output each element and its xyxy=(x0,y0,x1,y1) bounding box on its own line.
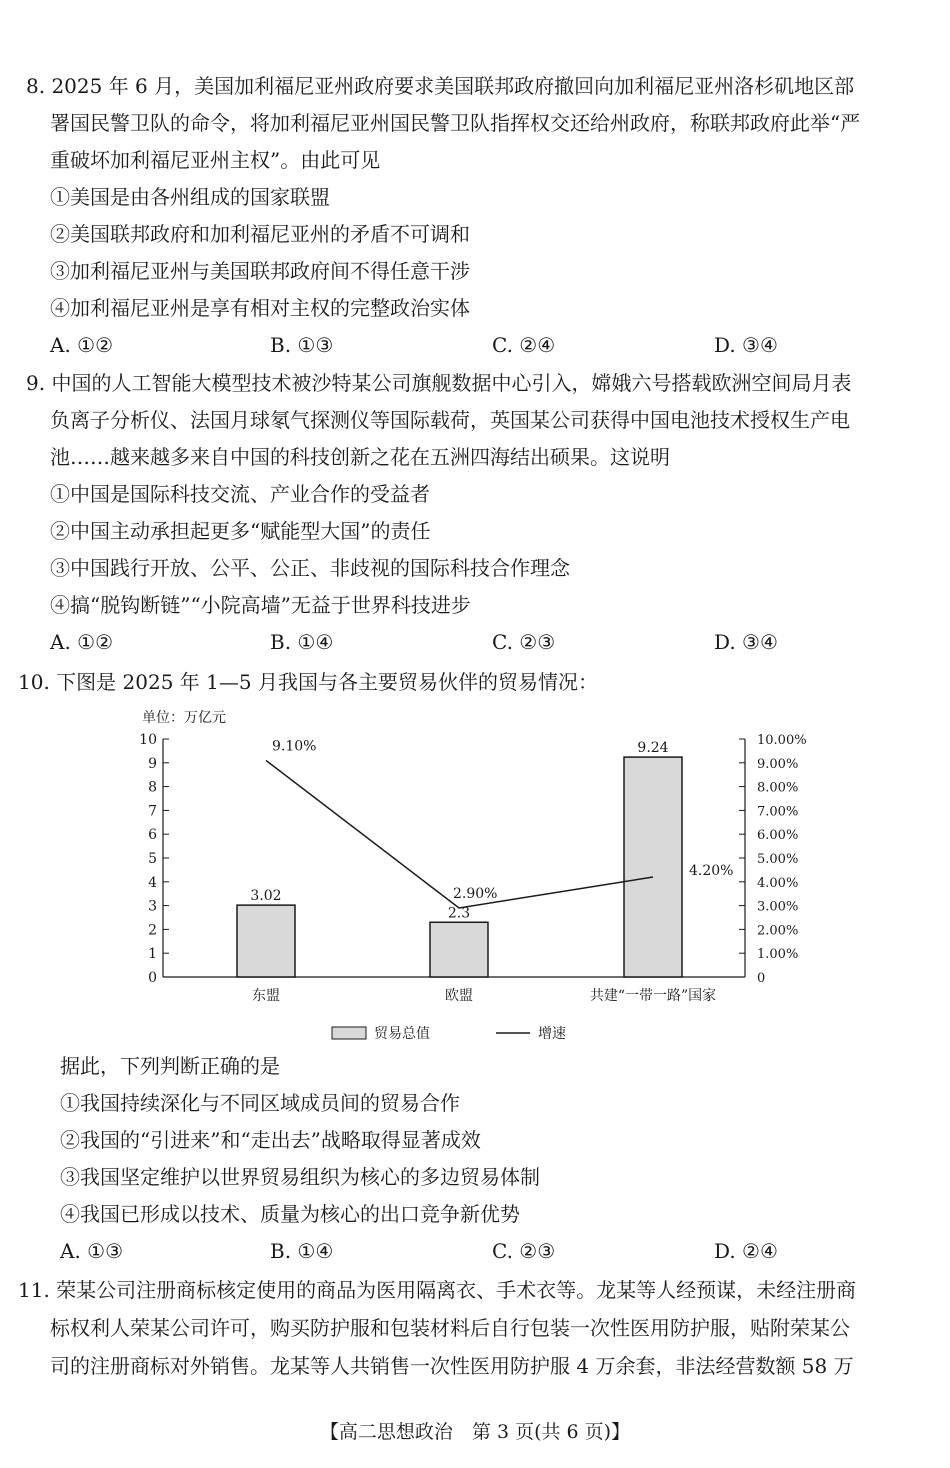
rate-value-label: 2.90% xyxy=(453,885,498,902)
legend-label-line: 增速 xyxy=(538,1026,566,1042)
question-9-line-3: 池……越来越多来自中国的科技创新之花在五洲四海结出硕果。这说明 xyxy=(50,445,670,469)
question-9-item-3: ③中国践行开放、公平、公正、非歧视的国际科技合作理念 xyxy=(50,556,570,580)
right-tick-label: 9.00% xyxy=(757,756,799,772)
right-tick-label: 7.00% xyxy=(757,804,799,820)
left-tick-label: 2 xyxy=(148,922,157,939)
question-8-item-3: ③加利福尼亚州与美国联邦政府间不得任意干涉 xyxy=(50,259,470,283)
left-tick-label: 3 xyxy=(148,898,157,915)
right-tick-label: 1.00% xyxy=(757,947,799,963)
left-tick-label: 1 xyxy=(148,946,157,963)
category-label: 共建“一带一路”国家 xyxy=(589,988,717,1004)
left-tick-label: 5 xyxy=(148,851,157,867)
question-8-option-a: A. ①② xyxy=(50,333,114,357)
left-tick-label: 0 xyxy=(148,970,157,986)
bar-value-label: 2.3 xyxy=(447,905,471,922)
left-tick-label: 4 xyxy=(148,874,157,891)
question-10-item-3: ③我国坚定维护以世界贸易组织为核心的多边贸易体制 xyxy=(60,1165,540,1189)
page-footer: 【高二思想政治 第 3 页(共 6 页)】 xyxy=(319,1421,631,1443)
bar-1 xyxy=(237,905,295,977)
right-tick-label: 3.00% xyxy=(757,899,799,915)
right-tick-label: 2.00% xyxy=(757,923,799,939)
question-8-line-1: 8. 2025 年 6 月，美国加利福尼亚州政府要求美国联邦政府撤回向加利福尼亚州洛杉矶地区部 xyxy=(26,74,855,98)
right-tick-label: 8.00% xyxy=(757,780,799,796)
question-9-line-2: 负离子分析仪、法国月球氡气探测仪等国际载荷，英国某公司获得中国电池技术授权生产电 xyxy=(50,408,850,432)
category-label: 东盟 xyxy=(252,988,280,1004)
legend-label-bar: 贸易总值 xyxy=(374,1026,430,1042)
bar-value-label: 9.24 xyxy=(637,740,669,757)
question-8-item-2: ②美国联邦政府和加利福尼亚州的矛盾不可调和 xyxy=(50,222,470,246)
question-10-option-d: D. ②④ xyxy=(714,1239,778,1263)
bar-3 xyxy=(624,757,682,977)
question-8-line-2: 署国民警卫队的命令，将加利福尼亚州国民警卫队指挥权交还给州政府，称联邦政府此举“严 xyxy=(50,111,861,135)
question-9-option-c: C. ②③ xyxy=(492,630,556,654)
left-tick-label: 6 xyxy=(148,827,157,844)
question-10-item-4: ④我国已形成以技术、质量为核心的出口竞争新优势 xyxy=(60,1202,520,1226)
right-tick-label: 0 xyxy=(757,971,766,986)
question-8-item-1: ①美国是由各州组成的国家联盟 xyxy=(50,185,330,209)
bar-2 xyxy=(430,922,488,977)
question-9-option-b: B. ①④ xyxy=(270,630,334,654)
left-tick-label: 7 xyxy=(148,803,157,820)
chart-unit-label: 单位：万亿元 xyxy=(142,710,226,726)
question-8-line-3: 重破坏加利福尼亚州主权”。由此可见 xyxy=(50,148,381,172)
legend-swatch-bar xyxy=(332,1027,366,1039)
chart-legend xyxy=(332,1025,566,1042)
question-10-line-1: 10. 下图是 2025 年 1—5 月我国与各主要贸易伙伴的贸易情况： xyxy=(18,670,598,694)
question-10-item-1: ①我国持续深化与不同区域成员间的贸易合作 xyxy=(60,1091,460,1115)
question-11-line-1: 11. 荣某公司注册商标核定使用的商品为医用隔离衣、手术衣等。龙某等人经预谋，未经注册商 xyxy=(18,1278,857,1302)
question-8-option-b: B. ①③ xyxy=(270,333,334,357)
right-tick-label: 6.00% xyxy=(757,828,799,844)
question-10-option-b: B. ①④ xyxy=(270,1239,334,1263)
question-9-line-1: 9. 中国的人工智能大模型技术被沙特某公司旗舰数据中心引入，嫦娥六号搭载欧洲空间局月表 xyxy=(26,371,852,395)
right-tick-label: 4.00% xyxy=(757,875,799,891)
right-tick-label: 5.00% xyxy=(757,852,799,867)
rate-value-label: 9.10% xyxy=(272,738,317,755)
category-label: 欧盟 xyxy=(445,988,473,1004)
question-10-option-a: A. ①③ xyxy=(60,1239,124,1263)
trade-chart xyxy=(0,700,950,1050)
question-9-item-4: ④搞“脱钩断链”“小院高墙”无益于世界科技进步 xyxy=(50,593,471,617)
question-10-item-2: ②我国的“引进来”和“走出去”战略取得显著成效 xyxy=(60,1128,481,1152)
question-10-option-c: C. ②③ xyxy=(492,1239,556,1263)
question-9-option-d: D. ③④ xyxy=(714,630,778,654)
bar-value-label: 3.02 xyxy=(250,888,282,905)
question-11-line-3: 司的注册商标对外销售。龙某等人共销售一次性医用防护服 4 万余套，非法经营数额 58 万 xyxy=(50,1354,854,1378)
question-9-item-2: ②中国主动承担起更多“赋能型大国”的责任 xyxy=(50,519,431,543)
left-tick-label: 10 xyxy=(139,732,157,748)
question-8-option-c: C. ②④ xyxy=(492,333,556,357)
question-9-item-1: ①中国是国际科技交流、产业合作的受益者 xyxy=(50,482,430,506)
left-tick-label: 9 xyxy=(148,755,157,772)
question-8-option-d: D. ③④ xyxy=(714,333,778,357)
question-11-line-2: 标权利人荣某公司许可，购买防护服和包装材料后自行包装一次性医用防护服，贴附荣某公 xyxy=(50,1316,850,1340)
left-tick-label: 8 xyxy=(148,779,157,796)
question-8-item-4: ④加利福尼亚州是享有相对主权的完整政治实体 xyxy=(50,296,470,320)
right-tick-label: 10.00% xyxy=(757,733,807,748)
question-9-option-a: A. ①② xyxy=(50,630,114,654)
rate-value-label: 4.20% xyxy=(689,863,734,880)
question-10-prompt: 据此，下列判断正确的是 xyxy=(60,1054,280,1078)
